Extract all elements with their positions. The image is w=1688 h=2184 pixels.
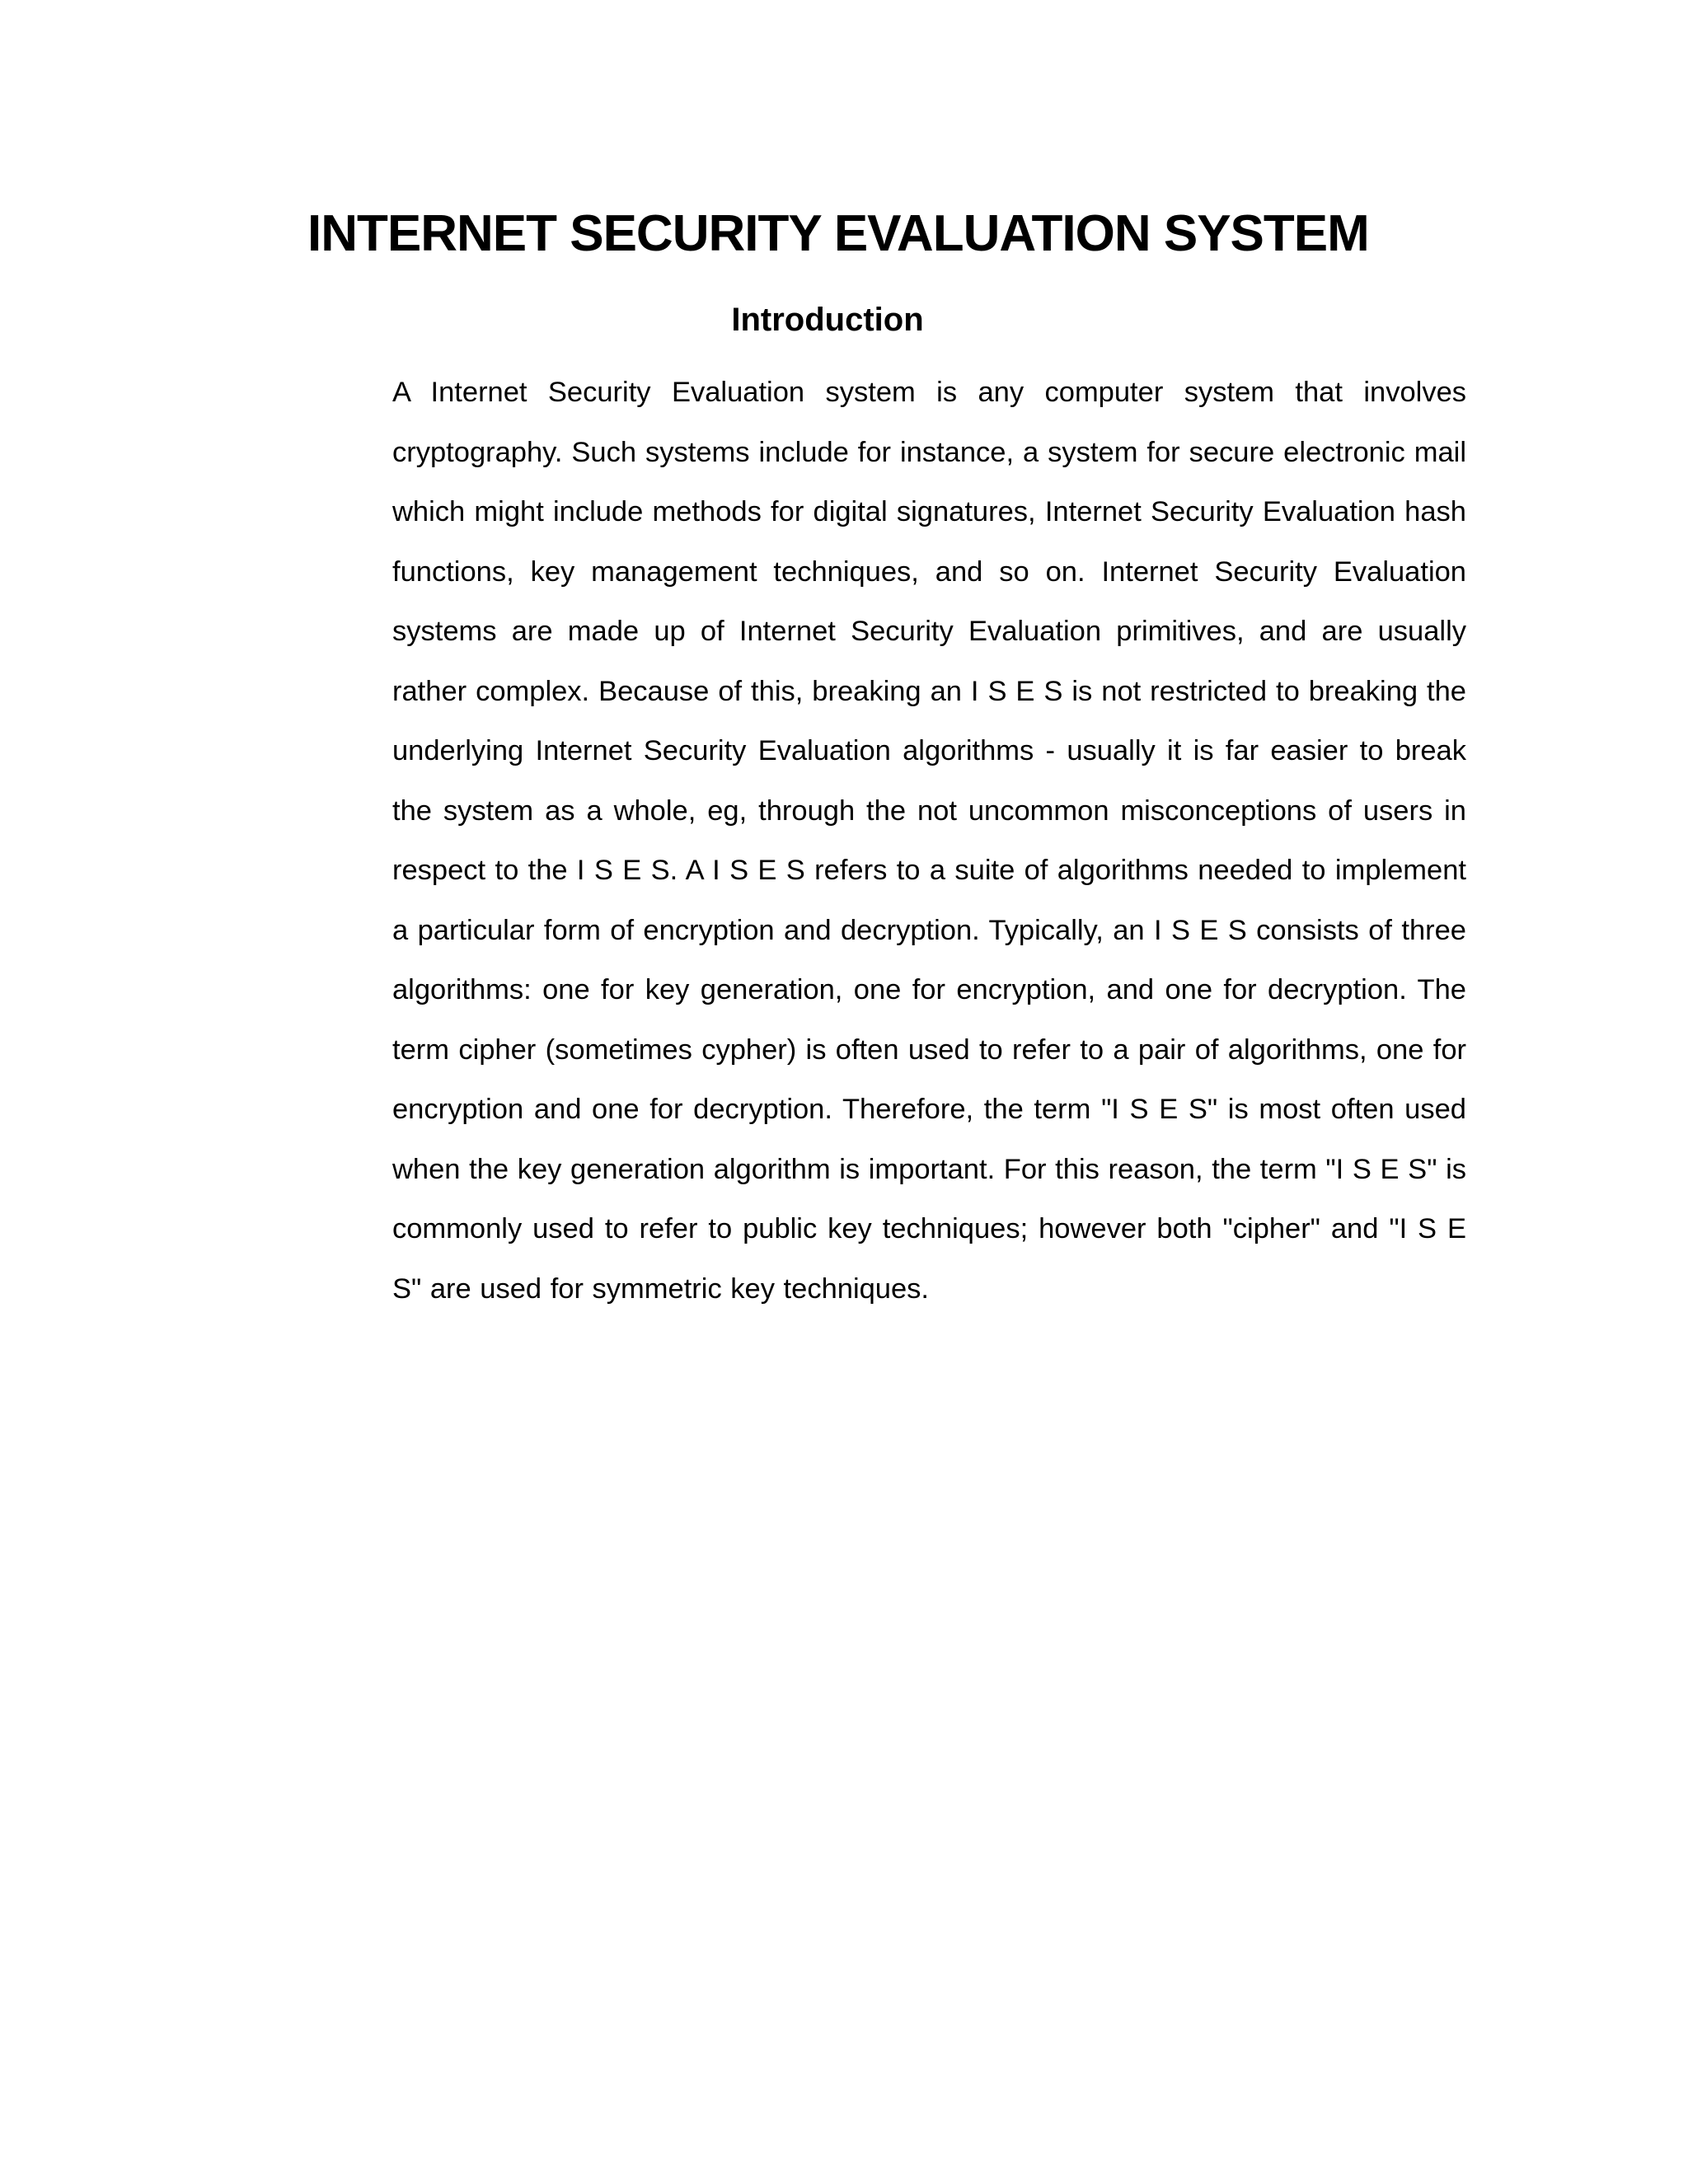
section-heading-introduction: Introduction (731, 302, 924, 338)
page-title: INTERNET SECURITY EVALUATION SYSTEM (307, 205, 1369, 262)
introduction-paragraph: A Internet Security Evaluation system is any computer system that involves cryptography. Such systems include for instance, a system for secure electronic mail which might include methods for digital signatures, Internet Security Evaluation hash functions, key management techniques, and so on. Internet Security Evaluation systems are made up of Internet Security Evaluation primitives, and are usually rather complex. Because of this, breaking an I S E S is not restricted to breaking the underlying Internet Security Evaluation algorithms - usually it is far easier to break the system as a whole, eg, through the not uncommon misconceptions of users in respect to the I S E S. A I S E S refers to a suite of algorithms needed to implement a particular form of encryption and decryption. Typically, an I S E S consists of three algorithms: one for key generation, one for encryption, and one for decryption. The term cipher (sometimes cypher) is often used to refer to a pair of algorithms, one for encryption and one for decryption. Therefore, the term "I S E S" is most often used when the key generation algorithm is important. For this reason, the term "I S E S" is commonly used to refer to public key techniques; however both "cipher" and "I S E S" are used for symmetric key techniques. (392, 377, 1466, 1305)
